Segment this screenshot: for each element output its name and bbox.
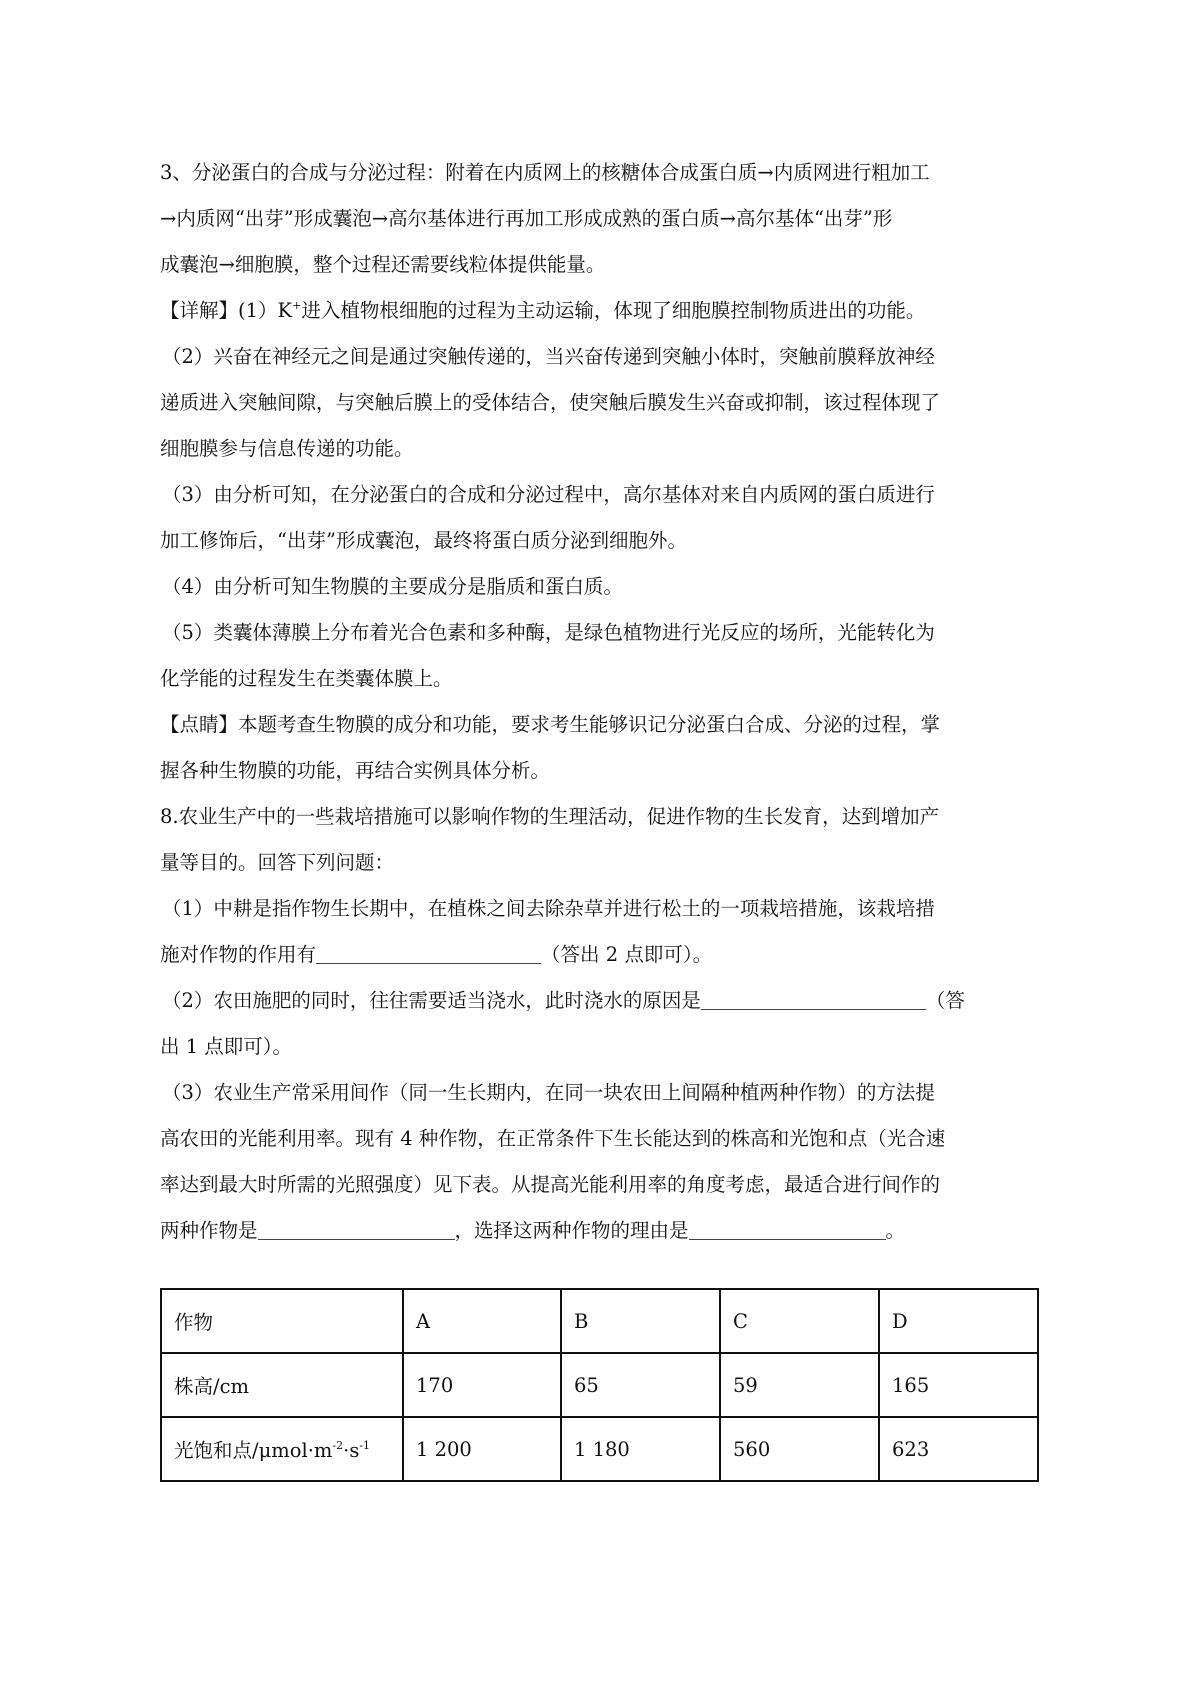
table-row — [161, 1417, 1038, 1481]
text-line: 出 1 点即可）。 — [160, 1035, 293, 1058]
text-line: （3）由分析可知，在分泌蛋白的合成和分泌过程中，高尔基体对来自内质网的蛋白质进行 — [162, 483, 935, 506]
answer-blank-1[interactable] — [316, 941, 541, 964]
text-line: （2）兴奋在神经元之间是通过突触传递的，当兴奋传递到突触小体时，突触前膜释放神经 — [162, 345, 935, 368]
table-cell: 1 180 — [561, 1417, 720, 1481]
table-cell: 59 — [720, 1353, 879, 1417]
table-cell: C — [720, 1289, 879, 1353]
text-segment: 光饱和点/μmol·m — [174, 1439, 333, 1462]
table-row — [161, 1353, 1038, 1417]
table-cell: 1 200 — [403, 1417, 561, 1481]
text-line: →内质网“出芽”形成囊泡→高尔基体进行再加工形成成熟的蛋白质→高尔基体“出芽”形 — [160, 207, 893, 230]
answer-blank-4[interactable] — [689, 1217, 886, 1240]
text-line: 递质进入突触间隙，与突触后膜上的受体结合，使突触后膜发生兴奋或抑制，该过程体现了 — [160, 391, 941, 414]
text-line: （4）由分析可知生物膜的主要成分是脂质和蛋白质。 — [162, 575, 623, 598]
table-cell: 株高/cm — [161, 1353, 403, 1417]
superscript: -1 — [359, 1439, 371, 1452]
table-cell: 165 — [879, 1353, 1038, 1417]
question-title: 8.农业生产中的一些栽培措施可以影响作物的生理活动，促进作物的生长发育，达到增加产 — [160, 805, 940, 828]
text-segment: 两种作物是 — [160, 1219, 258, 1242]
text-line — [160, 288, 1026, 334]
table-cell: 作物 — [161, 1289, 403, 1353]
text-line — [160, 932, 1026, 978]
text-line: （5）类囊体薄膜上分布着光合色素和多种酶，是绿色植物进行光反应的场所，光能转化为 — [162, 621, 935, 644]
table-header-row — [161, 1289, 1038, 1353]
text-line: 细胞膜参与信息传递的功能。 — [160, 437, 414, 460]
text-line: 高农田的光能利用率。现有 4 种作物，在正常条件下生长能达到的株高和光饱和点（光合速 — [160, 1127, 946, 1150]
text-segment: （2）农田施肥的同时，往往需要适当浇水，此时浇水的原因是 — [162, 989, 701, 1012]
text-line: 握各种生物膜的功能，再结合实例具体分析。 — [160, 759, 551, 782]
text-segment: 。 — [885, 1219, 906, 1242]
superscript: -2 — [332, 1439, 344, 1452]
table-cell: 65 — [561, 1353, 720, 1417]
text-segment: 【详解】(1）K — [160, 299, 293, 322]
text-line — [160, 978, 1026, 1024]
text-line: 化学能的过程发生在类囊体膜上。 — [160, 667, 453, 690]
table-cell — [161, 1417, 403, 1481]
text-line: （3）农业生产常采用间作（同一生长期内，在同一块农田上间隔种植两种作物）的方法提 — [162, 1081, 935, 1104]
text-line: 成囊泡→细胞膜，整个过程还需要线粒体提供能量。 — [160, 253, 606, 276]
text-line: （1）中耕是指作物生长期中，在植株之间去除杂草并进行松土的一项栽培措施，该栽培措 — [162, 897, 935, 920]
text-line — [160, 1208, 1026, 1254]
table-cell: A — [403, 1289, 561, 1353]
table-cell: 170 — [403, 1353, 561, 1417]
table-cell: 623 — [879, 1417, 1038, 1481]
text-segment: 进入植物根细胞的过程为主动运输，体现了细胞膜控制物质进出的功能。 — [301, 299, 926, 322]
text-segment: ·s — [343, 1439, 360, 1462]
answer-blank-2[interactable] — [701, 987, 926, 1010]
text-line: 【点睛】本题考查生物膜的成分和功能，要求考生能够识记分泌蛋白合成、分泌的过程，掌 — [160, 713, 941, 736]
text-segment: （答 — [925, 989, 965, 1012]
superscript: + — [292, 299, 302, 312]
text-line: 加工修饰后，“出芽”形成囊泡，最终将蛋白质分泌到细胞外。 — [160, 529, 687, 552]
text-line: 3、分泌蛋白的合成与分泌过程：附着在内质网上的核糖体合成蛋白质→内质网进行粗加工 — [160, 161, 930, 184]
document-body — [160, 150, 1026, 1254]
table-cell: B — [561, 1289, 720, 1353]
answer-blank-3[interactable] — [258, 1217, 455, 1240]
table-cell: D — [879, 1289, 1038, 1353]
text-segment: ，选择这两种作物的理由是 — [454, 1219, 689, 1242]
text-segment: 施对作物的作用有 — [160, 943, 317, 966]
text-segment: （答出 2 点即可）。 — [541, 943, 713, 966]
table-cell: 560 — [720, 1417, 879, 1481]
crop-table — [160, 1288, 1039, 1482]
text-line: 量等目的。回答下列问题： — [160, 851, 395, 874]
text-line: 率达到最大时所需的光照强度）见下表。从提高光能利用率的角度考虑，最适合进行间作的 — [160, 1173, 941, 1196]
